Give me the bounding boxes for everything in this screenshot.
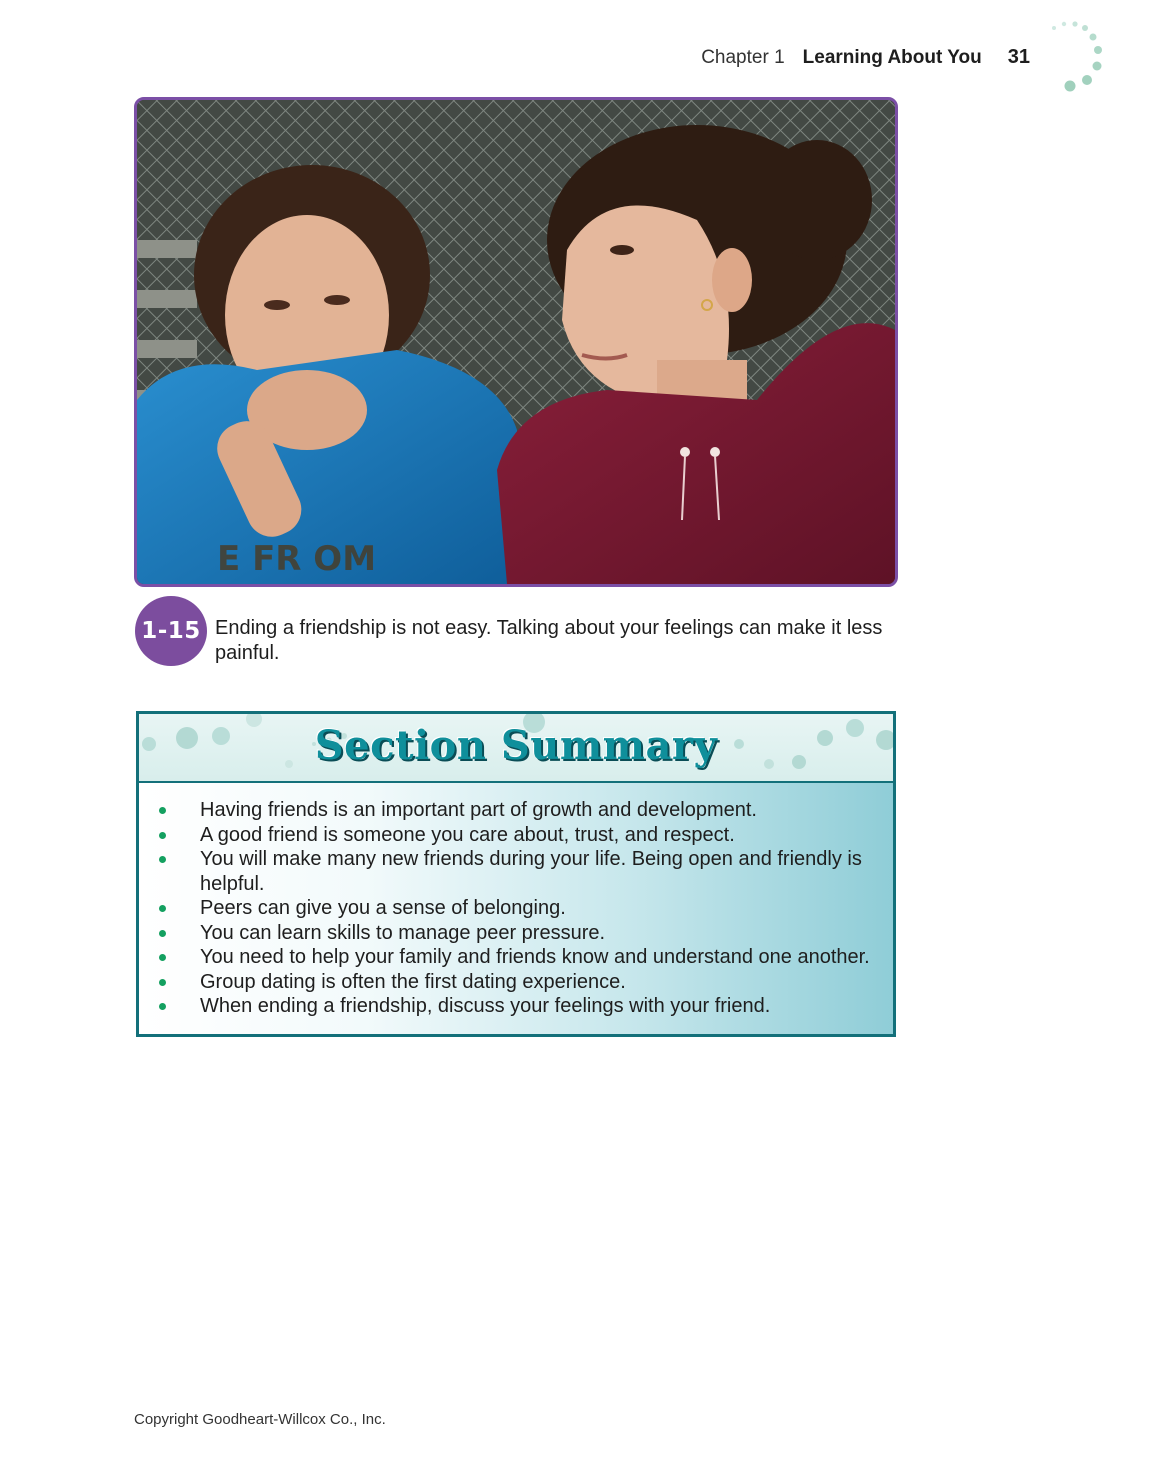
chapter-label: Chapter 1 xyxy=(701,47,785,68)
list-item xyxy=(139,896,880,921)
list-item-text: A good friend is someone you care about, trust, and respect. xyxy=(200,823,735,846)
section-summary-box xyxy=(136,711,896,1037)
list-item-text: You will make many new friends during your life. Being open and friendly is helpful. xyxy=(200,848,862,895)
list-item xyxy=(139,847,880,896)
bullet-icon xyxy=(159,905,166,912)
svg-text:E FR OM: E FR OM xyxy=(217,539,377,579)
figure-photo xyxy=(134,97,898,587)
list-item xyxy=(139,823,880,848)
bullet-icon xyxy=(159,954,166,961)
list-item xyxy=(139,921,880,946)
list-item xyxy=(139,994,880,1019)
summary-list xyxy=(139,798,880,1019)
figure-caption: Ending a friendship is not easy. Talking about your feelings can make it less painful. xyxy=(215,617,883,664)
list-item-text: You can learn skills to manage peer pressure. xyxy=(200,921,606,944)
list-item-text: Group dating is often the first dating experience. xyxy=(200,970,626,993)
list-item xyxy=(139,970,880,995)
bullet-icon xyxy=(159,979,166,986)
bullet-icon xyxy=(159,1003,166,1010)
page-number: 31 xyxy=(1007,46,1030,68)
section-summary-header xyxy=(139,714,893,783)
decorative-dots-icon xyxy=(1040,16,1120,96)
figure-number-badge: 1-15 xyxy=(135,596,207,666)
section-summary-title: Section Summary xyxy=(314,722,718,769)
photo-two-girls-icon xyxy=(137,100,895,584)
bullet-icon xyxy=(159,856,166,863)
list-item-text: Peers can give you a sense of belonging. xyxy=(200,897,566,919)
list-item xyxy=(139,798,880,823)
copyright-notice: Copyright Goodheart-Willcox Co., Inc. xyxy=(134,1411,386,1428)
bullet-icon xyxy=(159,930,166,937)
chapter-title: Learning About You xyxy=(802,47,982,68)
bullet-icon xyxy=(159,832,166,839)
list-item-text: Having friends is an important part of growth and development. xyxy=(200,799,757,821)
bullet-icon xyxy=(159,807,166,814)
list-item-text: You need to help your family and friends know and understand one another. xyxy=(200,946,870,968)
list-item xyxy=(139,945,880,970)
list-item-text: When ending a friendship, discuss your feelings with your friend. xyxy=(200,995,771,1017)
page-header xyxy=(701,46,1030,74)
